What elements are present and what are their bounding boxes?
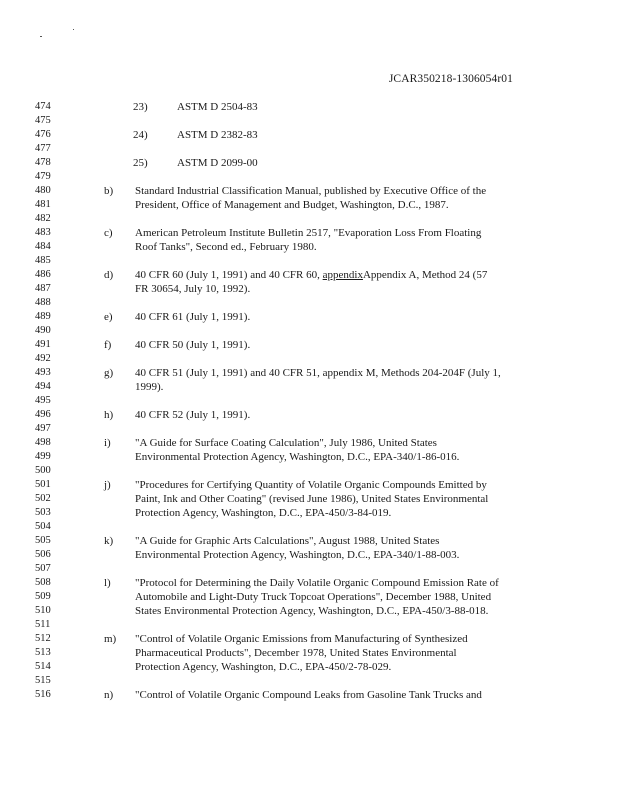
list-marker: h) — [104, 409, 114, 421]
line-number: 502 — [35, 493, 51, 504]
list-item-text: Protection Agency, Washington, D.C., EPA-450/3-84-019. — [135, 507, 392, 519]
line-number: 476 — [35, 129, 51, 140]
line-number: 515 — [35, 675, 51, 686]
citation-text: 40 CFR 60 (July 1, 1991) and 40 CFR 60, — [135, 269, 323, 281]
list-item-text: "Procedures for Certifying Quantity of Volatile Organic Compounds Emitted by — [135, 479, 487, 491]
line-number: 482 — [35, 213, 51, 224]
list-item-text: Environmental Protection Agency, Washington, D.C., EPA-340/1-86-016. — [135, 451, 460, 463]
line-number: 479 — [35, 171, 51, 182]
list-marker: e) — [104, 311, 113, 323]
line-number: 481 — [35, 199, 51, 210]
list-marker: b) — [104, 185, 114, 197]
list-item-text: ASTM D 2382-83 — [177, 129, 258, 141]
line-number: 509 — [35, 591, 51, 602]
list-marker: l) — [104, 577, 111, 589]
list-item-text: States Environmental Protection Agency, Washington, D.C., EPA-450/3-88-018. — [135, 605, 489, 617]
line-number: 511 — [35, 619, 51, 630]
list-marker: k) — [104, 535, 114, 547]
line-number: 487 — [35, 283, 51, 294]
list-item-text: 40 CFR 50 (July 1, 1991). — [135, 339, 251, 351]
list-item-text: Environmental Protection Agency, Washington, D.C., EPA-340/1-88-003. — [135, 549, 460, 561]
document-id: JCAR350218-1306054r01 — [388, 73, 513, 85]
list-item-text: ASTM D 2504-83 — [177, 101, 258, 113]
list-item-text: 40 CFR 52 (July 1, 1991). — [135, 409, 251, 421]
list-marker: 25) — [133, 157, 148, 169]
line-number: 513 — [35, 647, 51, 658]
list-marker: m) — [104, 633, 117, 645]
line-number: 497 — [35, 423, 51, 434]
line-number: 503 — [35, 507, 51, 518]
list-item-text: 40 CFR 61 (July 1, 1991). — [135, 311, 251, 323]
list-marker: j) — [104, 479, 111, 491]
list-item-text: FR 30654, July 10, 1992). — [135, 283, 251, 295]
line-number: 492 — [35, 353, 51, 364]
list-item-text: "A Guide for Surface Coating Calculation", July 1986, United States — [135, 437, 437, 449]
line-number: 499 — [35, 451, 51, 462]
line-number: 495 — [35, 395, 51, 406]
struck-revision-text: appendix — [322, 269, 363, 281]
line-number: 478 — [35, 157, 51, 168]
list-marker: d) — [104, 269, 114, 281]
line-number: 475 — [35, 115, 51, 126]
list-marker: n) — [104, 689, 114, 701]
list-item-text: Pharmaceutical Products", December 1978, United States Environmental — [135, 647, 457, 659]
scan-speck — [40, 36, 42, 37]
list-marker: g) — [104, 367, 114, 379]
list-item-text: "Control of Volatile Organic Compound Leaks from Gasoline Tank Trucks and — [135, 689, 482, 701]
list-marker: 23) — [133, 101, 148, 113]
line-number: 490 — [35, 325, 51, 336]
line-number: 480 — [35, 185, 51, 196]
list-marker: c) — [104, 227, 113, 239]
scan-speck — [73, 29, 74, 30]
line-number: 498 — [35, 437, 51, 448]
line-number: 485 — [35, 255, 51, 266]
line-number: 501 — [35, 479, 51, 490]
list-marker: 24) — [133, 129, 148, 141]
list-item-text: Automobile and Light-Duty Truck Topcoat Operations", December 1988, United — [135, 591, 492, 603]
list-item-text — [135, 269, 487, 281]
line-number: 496 — [35, 409, 51, 420]
list-item-text: "A Guide for Graphic Arts Calculations", August 1988, United States — [135, 535, 440, 547]
line-number: 512 — [35, 633, 51, 644]
line-number: 510 — [35, 605, 51, 616]
line-number: 491 — [35, 339, 51, 350]
line-number: 493 — [35, 367, 51, 378]
list-item-text: Protection Agency, Washington, D.C., EPA-450/2-78-029. — [135, 661, 392, 673]
list-item-text: Roof Tanks", Second ed., February 1980. — [135, 241, 317, 253]
line-number: 507 — [35, 563, 51, 574]
line-number: 477 — [35, 143, 51, 154]
line-number: 500 — [35, 465, 51, 476]
line-number: 494 — [35, 381, 51, 392]
list-item-text: "Protocol for Determining the Daily Volatile Organic Compound Emission Rate of — [135, 577, 499, 589]
line-number: 474 — [35, 101, 51, 112]
list-item-text: Standard Industrial Classification Manual, published by Executive Office of the — [135, 185, 487, 197]
list-item-text: American Petroleum Institute Bulletin 2517, "Evaporation Loss From Floating — [135, 227, 482, 239]
list-item-text: ASTM D 2099-00 — [177, 157, 258, 169]
line-number: 508 — [35, 577, 51, 588]
citation-text: Appendix A, Method 24 (57 — [362, 269, 488, 281]
list-item-text: Paint, Ink and Other Coating" (revised June 1986), United States Environmental — [135, 493, 489, 505]
list-marker: i) — [104, 437, 111, 449]
line-number: 484 — [35, 241, 51, 252]
line-number: 504 — [35, 521, 51, 532]
line-number: 489 — [35, 311, 51, 322]
line-number: 486 — [35, 269, 51, 280]
line-number: 488 — [35, 297, 51, 308]
list-item-text: "Control of Volatile Organic Emissions from Manufacturing of Synthesized — [135, 633, 468, 645]
list-item-text: 40 CFR 51 (July 1, 1991) and 40 CFR 51, appendix M, Methods 204-204F (July 1, — [135, 367, 501, 379]
line-number: 483 — [35, 227, 51, 238]
line-number: 516 — [35, 689, 51, 700]
list-marker: f) — [104, 339, 112, 351]
list-item-text: President, Office of Management and Budget, Washington, D.C., 1987. — [135, 199, 449, 211]
line-number: 506 — [35, 549, 51, 560]
line-number: 514 — [35, 661, 51, 672]
line-number: 505 — [35, 535, 51, 546]
list-item-text: 1999). — [135, 381, 164, 393]
